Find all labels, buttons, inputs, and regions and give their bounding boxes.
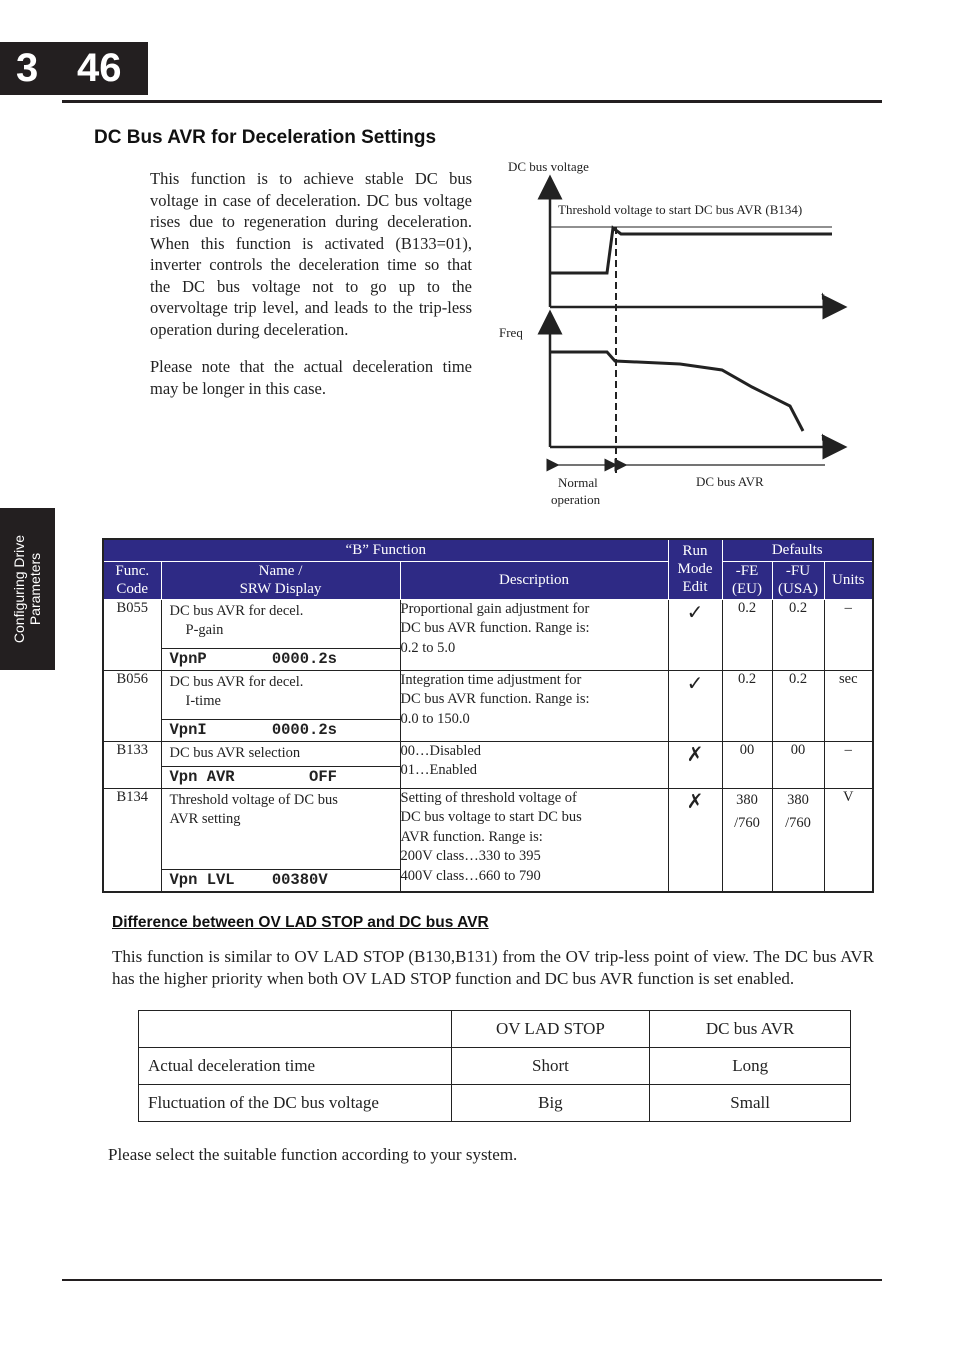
units-header: Units: [824, 561, 873, 599]
name-header-line-2: SRW Display: [239, 581, 322, 597]
description-cell: [400, 670, 668, 741]
func-code-line-2: Code: [116, 581, 149, 597]
name-cell: [161, 670, 400, 741]
func-code-header: [103, 561, 161, 599]
units-cell: V: [824, 788, 873, 892]
description-header: Description: [400, 561, 668, 599]
param-name-line-1: DC bus AVR selection: [169, 744, 301, 761]
fe-default-cell: [722, 788, 772, 892]
param-name-line-1: Threshold voltage of DC bus: [169, 791, 338, 808]
desc-line: 00…Disabled: [400, 742, 482, 759]
srw-display: VpnI 0000.2s: [162, 719, 400, 741]
name-cell: [161, 788, 400, 892]
table-row: [103, 741, 873, 788]
desc-line: 0.2 to 5.0: [400, 639, 456, 656]
desc-line: 01…Enabled: [400, 762, 478, 778]
ov-lad-stop-header: OV LAD STOP: [451, 1011, 650, 1048]
check-icon: ✓: [668, 599, 722, 670]
func-code-cell: B056: [103, 670, 161, 741]
param-name-line-2: P-gain: [185, 621, 224, 638]
comparison-table: [138, 1010, 851, 1122]
threshold-label: Threshold voltage to start DC bus AVR (B134): [558, 202, 803, 217]
desc-line: DC bus AVR function. Range is:: [400, 620, 590, 636]
name-header-line-1: Name /: [258, 563, 303, 579]
page-number: 46: [77, 46, 122, 90]
description-cell: [400, 741, 668, 788]
desc-line: DC bus AVR function. Range is:: [400, 691, 590, 707]
name-cell: [161, 599, 400, 670]
func-code-cell: B134: [103, 788, 161, 892]
param-name-line-2: AVR setting: [169, 810, 241, 827]
srw-display: VpnP 0000.2s: [162, 648, 400, 670]
section-title: DC Bus AVR for Deceleration Settings: [94, 127, 437, 148]
fu-default-cell: 00: [772, 741, 824, 788]
fe-default-cell: 00: [722, 741, 772, 788]
normal-label-line-2: operation: [551, 492, 601, 507]
desc-line: Setting of threshold voltage of: [400, 789, 577, 806]
desc-line: 0.0 to 150.0: [400, 710, 470, 727]
param-name: [162, 789, 400, 869]
intro-paragraph-1: This function is to achieve stable DC bus voltage in case of deceleration. DC bus voltage rises due to regeneration during deceleration. When this function is activated (B133=01), inverter controls the deceleration time so that the DC bus voltage not to go up to the overvoltage trip level, and leads to the trip-less operation during deceleration.: [150, 169, 472, 339]
srw-display: Vpn AVR OFF: [162, 766, 400, 788]
voltage-axis-label: DC bus voltage: [508, 159, 589, 174]
desc-line: 200V class…330 to 395: [400, 848, 541, 864]
func-code-cell: B055: [103, 599, 161, 670]
footer-rule: [62, 1279, 882, 1281]
t-label-bottom: t: [821, 429, 825, 444]
table-cell: Long: [650, 1048, 851, 1085]
side-tab-label: [11, 535, 43, 643]
description-cell: [400, 788, 668, 892]
fe-header-line-2: (EU): [732, 581, 762, 597]
avr-region-label: DC bus AVR: [696, 474, 764, 489]
fu-default-line-2: /760: [785, 814, 811, 831]
param-name: [162, 671, 400, 719]
intro-text: [150, 168, 472, 415]
table-row: [103, 788, 873, 892]
param-name: [162, 600, 400, 648]
group-header: “B” Function: [103, 539, 668, 561]
fe-default-line-1: 380: [736, 791, 758, 808]
fu-default-cell: [772, 788, 824, 892]
srw-display: Vpn LVL 00380V: [162, 869, 400, 891]
units-cell: –: [824, 741, 873, 788]
freq-curve: [550, 352, 803, 431]
func-code-cell: B133: [103, 741, 161, 788]
fu-header: [772, 561, 824, 599]
closing-text: Please select the suitable function according to your system.: [108, 1145, 518, 1164]
run-mode-edit-line-3: Edit: [682, 579, 708, 596]
desc-line: 400V class…660 to 790: [400, 867, 541, 884]
side-section-tab: [0, 508, 55, 670]
units-cell: –: [824, 599, 873, 670]
fu-default-cell: 0.2: [772, 599, 824, 670]
param-name: [162, 742, 400, 766]
voltage-curve: [550, 228, 832, 273]
row-label: Actual deceleration time: [139, 1048, 452, 1085]
side-tab-line-1: Configuring Drive: [11, 534, 27, 644]
run-mode-edit-line-2: Mode: [677, 561, 713, 578]
row-label: Fluctuation of the DC bus voltage: [139, 1085, 452, 1122]
fu-header-line-1: -FU: [785, 563, 811, 579]
header-rule: [62, 100, 882, 103]
param-name-line-2: I-time: [185, 692, 221, 709]
comparison-header-row: [139, 1011, 851, 1048]
param-name-line-1: DC bus AVR for decel.: [169, 673, 304, 690]
run-mode-edit-line-1: Run: [682, 543, 708, 560]
comparison-paragraph: This function is similar to OV LAD STOP (B130,B131) from the OV trip-less point of view. The DC bus AVR has the higher priority when both OV LAD STOP function and DC bus AVR function is set enabled.: [112, 947, 874, 988]
name-header: [161, 561, 400, 599]
fe-header: [722, 561, 772, 599]
subsection-title: Difference between OV LAD STOP and DC bus AVR: [112, 914, 489, 931]
fu-default-line-1: 380: [787, 791, 809, 808]
desc-line: Integration time adjustment for: [400, 671, 582, 688]
fe-header-line-1: -FE: [735, 563, 759, 579]
corner-cell: [139, 1011, 452, 1048]
name-cell: [161, 741, 400, 788]
normal-label-line-1: Normal: [558, 475, 598, 490]
func-code-line-1: Func.: [115, 563, 150, 579]
fu-header-line-2: (USA): [778, 581, 818, 597]
table-row: [139, 1048, 851, 1085]
fe-default-cell: 0.2: [722, 599, 772, 670]
table-cell: Short: [451, 1048, 650, 1085]
side-tab-line-2: Parameters: [27, 552, 43, 626]
description-cell: [400, 599, 668, 670]
fu-default-cell: 0.2: [772, 670, 824, 741]
t-label-top: t: [821, 288, 825, 303]
fe-default-cell: 0.2: [722, 670, 772, 741]
table-cell: Small: [650, 1085, 851, 1122]
units-cell: sec: [824, 670, 873, 741]
cross-icon: ✗: [668, 741, 722, 788]
param-name-line-1: DC bus AVR for decel.: [169, 602, 304, 619]
cross-icon: ✗: [668, 788, 722, 892]
fe-default-line-2: /760: [734, 814, 760, 831]
chapter-page-tab: [0, 42, 148, 95]
chapter-number: 3: [16, 46, 39, 90]
desc-line: Proportional gain adjustment for: [400, 600, 590, 617]
table-cell: Big: [451, 1085, 650, 1122]
desc-line: AVR function. Range is:: [400, 828, 543, 845]
check-icon: ✓: [668, 670, 722, 741]
intro-paragraph-2: Please note that the actual deceleration time may be longer in this case.: [150, 357, 472, 398]
desc-line: DC bus voltage to start DC bus: [400, 809, 582, 825]
dc-bus-avr-diagram: [495, 155, 875, 515]
run-mode-edit-header: [668, 539, 722, 599]
table-row: [103, 670, 873, 741]
defaults-header: Defaults: [722, 539, 873, 561]
table-row: [139, 1085, 851, 1122]
freq-axis-label: Freq: [499, 325, 523, 340]
table-row: [103, 599, 873, 670]
dc-bus-avr-header: DC bus AVR: [650, 1011, 851, 1048]
b-function-parameter-table: [102, 538, 874, 893]
